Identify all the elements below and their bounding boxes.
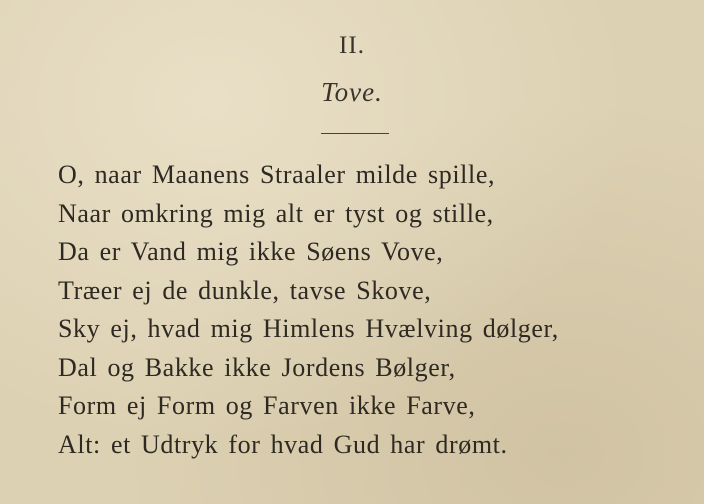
verse-line: Dal og Bakke ikke Jordens Bølger,: [58, 352, 456, 382]
verse-line: Alt: et Udtryk for hvad Gud har drømt.: [58, 429, 508, 459]
verse-line: Sky ej, hvad mig Himlens Hvælving dølger,: [58, 314, 559, 343]
poem-title: Tove.: [321, 77, 383, 107]
verse-line: Form ej Form og Farven ikke Farve,: [58, 391, 476, 420]
poem-stanza: [58, 156, 698, 464]
section-number: II.: [339, 32, 365, 59]
verse-line: Træer ej de dunkle, tavse Skove,: [58, 275, 432, 305]
verse-line: Naar omkring mig alt er tyst og stille,: [58, 198, 494, 228]
title-divider: [321, 133, 389, 134]
verse-line: O, naar Maanens Straaler milde spille,: [58, 160, 496, 189]
verse-line: Da er Vand mig ikke Søens Vove,: [58, 237, 444, 266]
